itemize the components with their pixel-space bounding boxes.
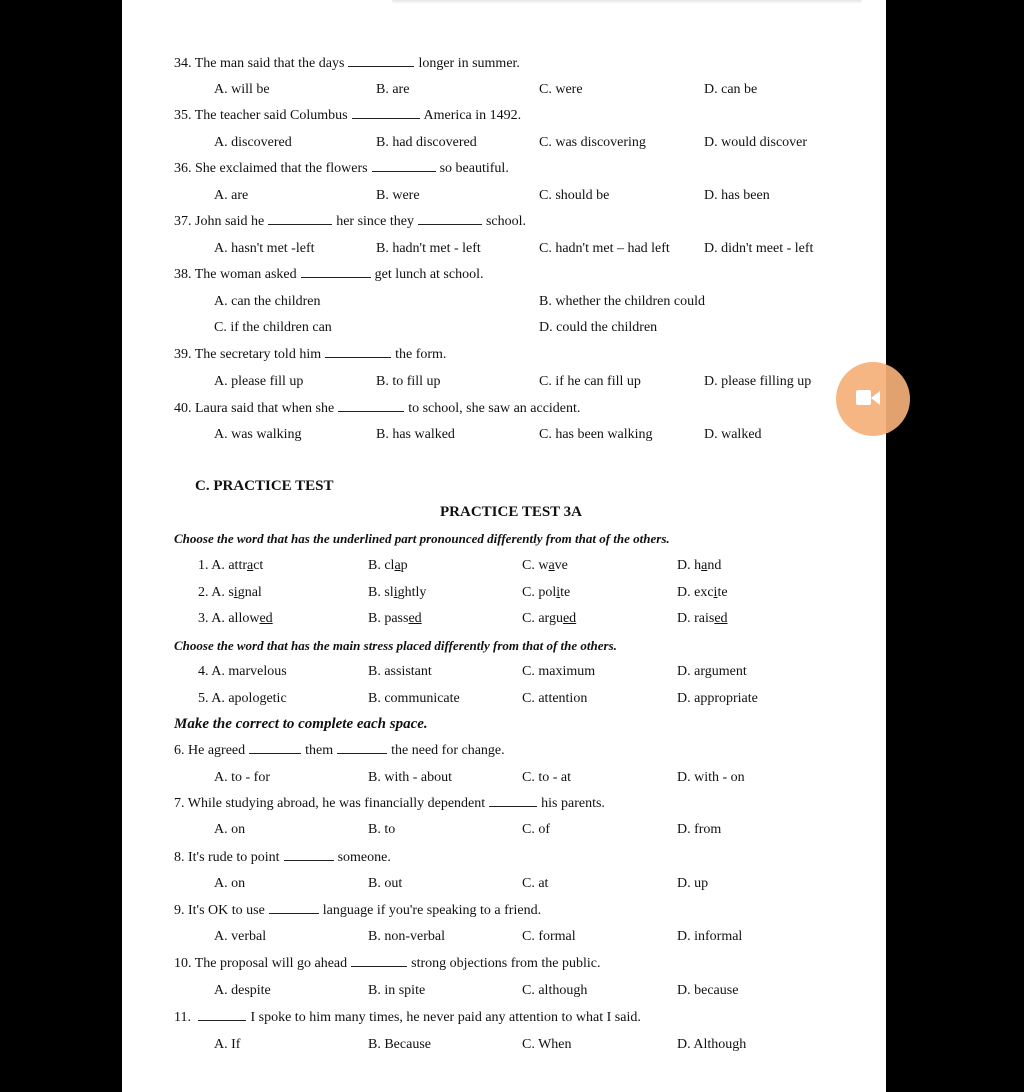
question-number: 5.: [198, 691, 209, 706]
word-part: B. sl: [368, 585, 394, 600]
word-part: gnal: [237, 585, 262, 600]
question-number: 9.: [174, 903, 185, 918]
word-part: nd: [707, 558, 722, 573]
question-stem: The proposal will go ahead: [194, 956, 348, 971]
answer-option[interactable]: [368, 558, 408, 574]
word-part: te: [717, 585, 728, 600]
answer-option[interactable]: D. from: [677, 822, 722, 837]
question-number: 6.: [174, 743, 185, 758]
floating-record-button[interactable]: [836, 362, 910, 436]
question-stem: The secretary told him: [194, 347, 322, 362]
question-number: 8.: [174, 850, 185, 865]
answer-option[interactable]: [368, 691, 460, 707]
answer-blank[interactable]: [352, 108, 420, 119]
answer-option[interactable]: C. of: [522, 822, 550, 837]
answer-option[interactable]: D. because: [677, 983, 739, 998]
section-heading: C. PRACTICE TEST: [195, 478, 334, 494]
answer-option[interactable]: B. in spite: [368, 983, 426, 998]
question-35: [174, 108, 521, 124]
answer-option[interactable]: A. hasn't met -left: [214, 241, 315, 256]
answer-option[interactable]: C. hadn't met – had left: [539, 241, 670, 256]
answer-option[interactable]: D. walked: [704, 427, 762, 442]
question-number: 40.: [174, 401, 192, 416]
answer-option[interactable]: A. If: [214, 1037, 241, 1052]
answer-option[interactable]: [368, 585, 426, 601]
answer-option[interactable]: A. discovered: [214, 135, 292, 150]
answer-blank[interactable]: [348, 56, 414, 67]
answer-blank[interactable]: [372, 161, 436, 172]
word-part: A. allow: [211, 611, 260, 626]
answer-blank[interactable]: [301, 267, 371, 278]
question-number: 7.: [174, 796, 185, 811]
question-stem: language if you're speaking to a friend.: [322, 903, 542, 918]
answer-option[interactable]: B. to: [368, 822, 396, 837]
answer-option[interactable]: C. although: [522, 983, 588, 998]
answer-option[interactable]: D. has been: [704, 188, 770, 203]
word: C. maximum: [522, 664, 596, 679]
underlined-part: i: [393, 585, 398, 600]
underlined-part: ed: [408, 611, 422, 626]
test-title: PRACTICE TEST 3A: [440, 504, 582, 520]
answer-option[interactable]: [368, 664, 432, 680]
answer-option[interactable]: C. When: [522, 1037, 572, 1052]
answer-option[interactable]: [522, 585, 570, 601]
question-stem: He agreed: [188, 743, 246, 758]
answer-option[interactable]: B. with - about: [368, 770, 452, 785]
instruction-pronunciation: Choose the word that has the underlined part pronounced differently from that of the others.: [174, 531, 670, 546]
question-34: [174, 56, 520, 72]
answer-option[interactable]: [522, 611, 576, 627]
word: C. attention: [522, 691, 588, 706]
answer-blank[interactable]: [337, 743, 387, 754]
word-part: ghtly: [397, 585, 427, 600]
word: A. marvelous: [211, 664, 287, 679]
answer-option[interactable]: B. to fill up: [376, 374, 441, 389]
answer-option[interactable]: [198, 664, 287, 680]
question-stem: strong objections from the public.: [411, 956, 601, 971]
question-number: 11.: [174, 1010, 191, 1025]
answer-option[interactable]: A. verbal: [214, 929, 267, 944]
answer-option[interactable]: [198, 611, 273, 627]
question-number: 2.: [198, 585, 209, 600]
answer-option[interactable]: [677, 585, 728, 601]
question-7: [174, 796, 605, 812]
underlined-part: ed: [562, 611, 577, 626]
question-stem: The teacher said Columbus: [194, 108, 348, 123]
question-stem: school.: [485, 214, 527, 229]
question-number: 37.: [174, 214, 192, 229]
answer-option[interactable]: [677, 664, 747, 680]
underlined-part: a: [548, 558, 555, 573]
answer-option[interactable]: A. was walking: [214, 427, 302, 442]
question-stem: his parents.: [541, 796, 605, 811]
question-stem: the form.: [395, 347, 447, 362]
answer-option[interactable]: [522, 691, 587, 707]
answer-option[interactable]: D. can be: [704, 82, 758, 97]
underlined-part: i: [233, 585, 238, 600]
question-number: 4.: [198, 664, 209, 679]
question-stem: Laura said that when she: [195, 401, 335, 416]
answer-blank[interactable]: [325, 347, 391, 358]
word-part: A. s: [211, 585, 234, 600]
answer-option[interactable]: B. has walked: [376, 427, 455, 442]
answer-option[interactable]: C. at: [522, 876, 549, 891]
question-number: 10.: [174, 956, 192, 971]
question-38: [174, 267, 483, 283]
question-stem: longer in summer.: [418, 56, 520, 71]
answer-option[interactable]: D. please filling up: [704, 374, 812, 389]
answer-option[interactable]: C. was discovering: [539, 135, 646, 150]
question-stem: The woman asked: [194, 267, 297, 282]
answer-option[interactable]: D. would discover: [704, 135, 808, 150]
answer-option[interactable]: D. Although: [677, 1037, 747, 1052]
word-part: C. argu: [522, 611, 563, 626]
question-number: 38.: [174, 267, 192, 282]
answer-blank[interactable]: [338, 401, 404, 412]
word-part: C. w: [522, 558, 549, 573]
question-stem: It's rude to point: [188, 850, 280, 865]
question-6: [174, 743, 505, 759]
word-part: te: [560, 585, 571, 600]
question-stem: While studying abroad, he was financially dependent: [187, 796, 486, 811]
answer-option[interactable]: B. were: [376, 188, 420, 203]
underlined-part: a: [247, 558, 254, 573]
answer-option[interactable]: [677, 611, 728, 627]
word-part: B. cl: [368, 558, 395, 573]
answer-option[interactable]: C. were: [539, 82, 583, 97]
answer-option[interactable]: A. to - for: [214, 770, 270, 785]
answer-blank[interactable]: [268, 214, 332, 225]
answer-option[interactable]: B. hadn't met - left: [376, 241, 481, 256]
question-stem: The man said that the days: [194, 56, 345, 71]
question-11: [174, 1010, 641, 1026]
answer-option[interactable]: D. didn't meet - left: [704, 241, 814, 256]
word: B. communicate: [368, 691, 460, 706]
underlined-part: ed: [259, 611, 273, 626]
answer-option[interactable]: C. has been walking: [539, 427, 653, 442]
instruction-stress: Choose the word that has the main stress placed differently from that of the others.: [174, 638, 617, 653]
answer-option[interactable]: B. are: [376, 82, 410, 97]
answer-option[interactable]: C. formal: [522, 929, 576, 944]
instruction-complete: Make the correct to complete each space.: [174, 716, 428, 732]
answer-option[interactable]: A. despite: [214, 983, 271, 998]
word-part: C. pol: [522, 585, 557, 600]
question-39: [174, 347, 446, 363]
answer-option[interactable]: [198, 558, 263, 574]
underlined-part: ed: [714, 611, 728, 626]
answer-option[interactable]: D. with - on: [677, 770, 745, 785]
answer-option[interactable]: C. if he can fill up: [539, 374, 641, 389]
answer-option[interactable]: A. can the children: [214, 294, 321, 309]
question-stem: to school, she saw an accident.: [408, 401, 581, 416]
word-part: ve: [554, 558, 568, 573]
answer-option[interactable]: [522, 664, 595, 680]
answer-option[interactable]: A. will be: [214, 82, 270, 97]
answer-option[interactable]: A. on: [214, 876, 246, 891]
question-stem: John said he: [195, 214, 265, 229]
question-stem: someone.: [337, 850, 391, 865]
question-number: 34.: [174, 56, 192, 71]
answer-blank[interactable]: [418, 214, 482, 225]
answer-option[interactable]: D. up: [677, 876, 709, 891]
word-part: p: [400, 558, 408, 573]
answer-option[interactable]: D. could the children: [539, 320, 658, 335]
top-shadow: [392, 0, 862, 4]
underlined-part: i: [556, 585, 561, 600]
answer-option[interactable]: B. whether the children could: [539, 294, 706, 309]
answer-option[interactable]: C. if the children can: [214, 320, 332, 335]
question-stem: them: [305, 743, 334, 758]
question-number: 39.: [174, 347, 192, 362]
underlined-part: i: [713, 585, 718, 600]
answer-option[interactable]: A. on: [214, 822, 246, 837]
question-stem: It's OK to use: [188, 903, 265, 918]
word-part: A. attr: [211, 558, 247, 573]
question-8: [174, 850, 391, 866]
answer-option[interactable]: [198, 585, 262, 601]
question-stem: her since they: [336, 214, 414, 229]
word: B. assistant: [368, 664, 432, 679]
word: D. appropriate: [677, 691, 758, 706]
answer-option[interactable]: B. had discovered: [376, 135, 477, 150]
answer-blank[interactable]: [489, 796, 537, 807]
question-stem: She exclaimed that the flowers: [195, 161, 368, 176]
answer-blank[interactable]: [269, 903, 319, 914]
question-stem: I spoke to him many times, he never paid any attention to what I said.: [250, 1010, 641, 1025]
answer-option[interactable]: B. non-verbal: [368, 929, 445, 944]
question-10: [174, 956, 601, 972]
answer-blank[interactable]: [351, 956, 407, 967]
word-part: D. rais: [677, 611, 715, 626]
question-36: [174, 161, 509, 177]
answer-option[interactable]: [198, 691, 287, 707]
question-stem: get lunch at school.: [374, 267, 484, 282]
answer-blank[interactable]: [284, 850, 334, 861]
answer-option[interactable]: A. are: [214, 188, 249, 203]
answer-option[interactable]: [522, 558, 568, 574]
answer-option[interactable]: A. please fill up: [214, 374, 304, 389]
answer-blank[interactable]: [249, 743, 301, 754]
answer-blank[interactable]: [198, 1010, 246, 1021]
answer-option[interactable]: [677, 691, 758, 707]
answer-option[interactable]: [368, 611, 422, 627]
answer-option[interactable]: C. should be: [539, 188, 610, 203]
word-part: D. exc: [677, 585, 714, 600]
underlined-part: a: [394, 558, 401, 573]
answer-option[interactable]: B. out: [368, 876, 403, 891]
word-part: ct: [253, 558, 264, 573]
answer-option[interactable]: [677, 558, 721, 574]
question-stem: the need for change.: [391, 743, 505, 758]
answer-option[interactable]: C. to - at: [522, 770, 571, 785]
word-part: D. h: [677, 558, 702, 573]
question-37: [174, 214, 526, 230]
word-part: B. pass: [368, 611, 409, 626]
question-number: 3.: [198, 611, 209, 626]
question-stem: America in 1492.: [423, 108, 522, 123]
question-number: 36.: [174, 161, 192, 176]
word: A. apologetic: [211, 691, 287, 706]
question-number: 1.: [198, 558, 209, 573]
underlined-part: a: [701, 558, 708, 573]
answer-option[interactable]: B. Because: [368, 1037, 431, 1052]
question-number: 35.: [174, 108, 192, 123]
question-40: [174, 401, 580, 417]
question-9: [174, 903, 541, 919]
question-stem: so beautiful.: [439, 161, 509, 176]
answer-option[interactable]: D. informal: [677, 929, 743, 944]
word: D. argument: [677, 664, 747, 679]
